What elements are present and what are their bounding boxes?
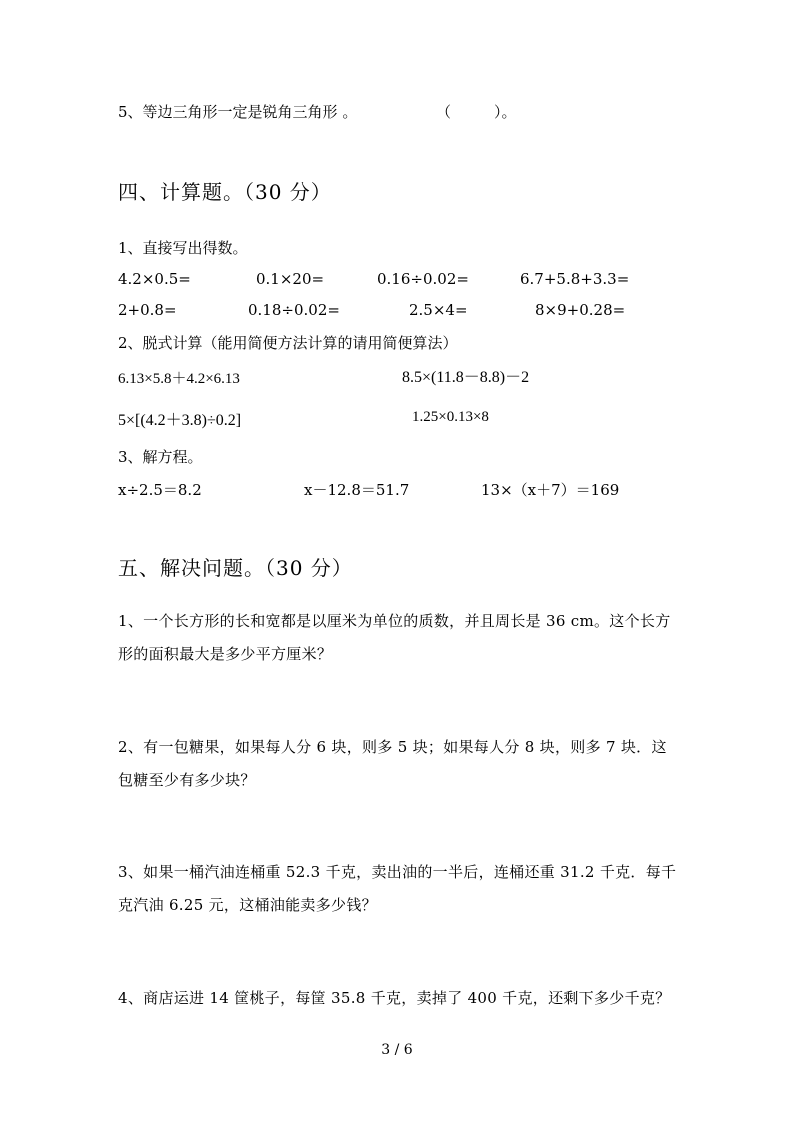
equation-1: x÷2.5＝8.2	[118, 481, 202, 499]
page-number: 3 / 6	[381, 1042, 413, 1058]
word-problem-1: 1、一个长方形的长和宽都是以厘米为单位的质数，并且周长是 36 cm。这个长方形的面积最大是多少平方厘米？	[118, 612, 671, 663]
question-5-text: 5、等边三角形一定是锐角三角形 。	[118, 103, 358, 121]
direct-calc-1: 4.2×0.5=	[118, 270, 191, 288]
word-problem-4: 4、商店运进 14 筐桃子，每筐 35.8 千克，卖掉了 400 千克，还剩下多少千克？	[118, 989, 671, 1007]
equation-3: 13×（x＋7）＝169	[481, 481, 620, 499]
q2-title: 2、脱式计算（能用简便方法计算的请用简便算法）	[118, 334, 458, 352]
direct-calc-7: 2.5×4=	[409, 301, 468, 319]
q1-title: 1、直接写出得数。	[118, 239, 248, 257]
expression-4: 1.25×0.13×8	[412, 409, 489, 425]
q3-title: 3、解方程。	[118, 448, 203, 466]
expression-3: 5×[(4.2＋3.8)÷0.2]	[118, 412, 242, 429]
equation-2: x－12.8＝51.7	[304, 481, 410, 499]
section-4-title: 四、计算题。（30 分）	[118, 180, 332, 204]
expression-2: 8.5×(11.8－8.8)－2	[402, 369, 530, 386]
word-problem-2: 2、有一包糖果，如果每人分 6 块，则多 5 块；如果每人分 8 块，则多 7 块．这包糖至少有多少块？	[118, 738, 667, 789]
section-5-title: 五、解决问题。（30 分）	[118, 556, 353, 580]
direct-calc-5: 2+0.8=	[118, 301, 177, 319]
answer-bracket-open: （	[436, 103, 452, 121]
direct-calc-6: 0.18÷0.02=	[248, 301, 340, 319]
word-problem-3: 3、如果一桶汽油连桶重 52.3 千克，卖出油的一半后，连桶还重 31.2 千克．每千克汽油 6.25 元，这桶油能卖多少钱？	[118, 863, 677, 914]
expression-1: 6.13×5.8＋4.2×6.13	[118, 371, 240, 387]
direct-calc-2: 0.1×20=	[256, 270, 325, 288]
direct-calc-8: 8×9+0.28=	[535, 301, 626, 319]
direct-calc-3: 0.16÷0.02=	[377, 270, 469, 288]
direct-calc-4: 6.7+5.8+3.3=	[520, 270, 630, 288]
answer-bracket-close: ）。	[494, 103, 517, 121]
